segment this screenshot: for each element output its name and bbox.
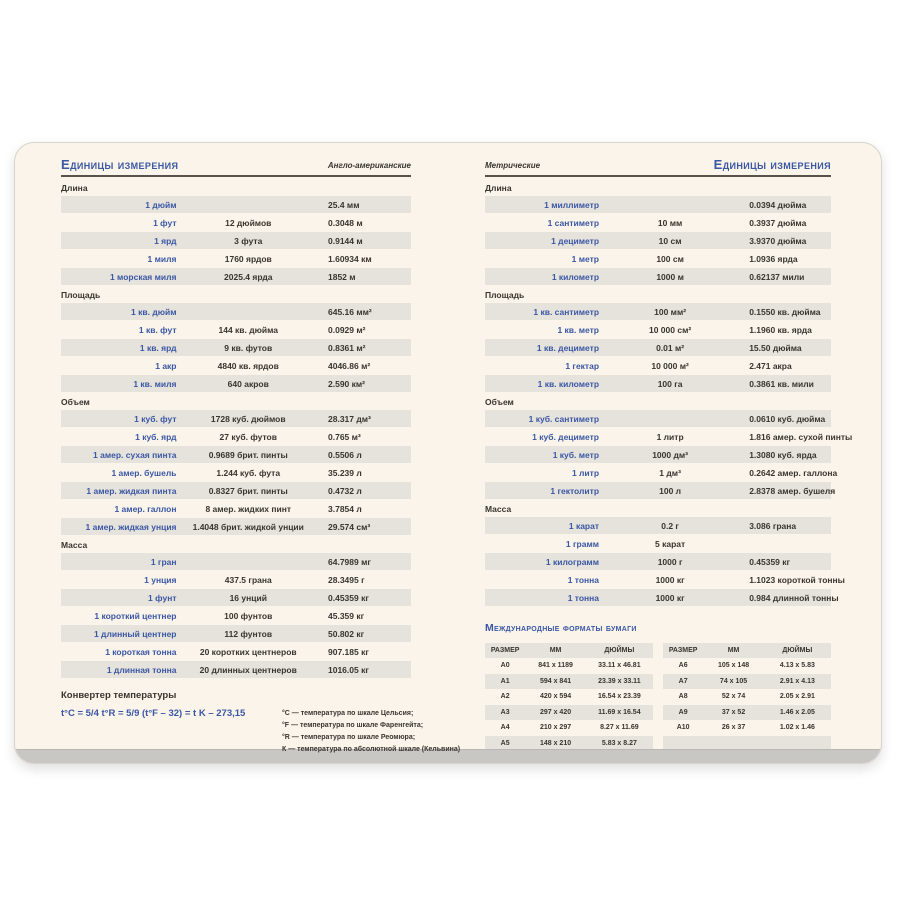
unit-value: 45.359 кг [328, 610, 365, 621]
unit-name: 1 сантиметр [547, 217, 600, 228]
unit-name: 1 кв. миля [133, 378, 177, 389]
left-unit-tables [61, 183, 411, 678]
units-section [61, 290, 411, 392]
paper-formats-header-row [485, 643, 653, 658]
unit-value: 0.5506 л [328, 449, 362, 460]
unit-name: 1 кв. километр [537, 378, 600, 389]
section-title: Площадь [61, 290, 101, 300]
units-section [61, 183, 411, 285]
format-inches: 4.13 x 5.83 [779, 662, 815, 670]
header-rule [485, 175, 831, 177]
unit-value: 1.3080 куб. ярда [749, 449, 817, 460]
format-size: A9 [678, 708, 688, 716]
section-title: Площадь [485, 290, 525, 300]
format-size: A6 [678, 662, 688, 670]
units-section [485, 504, 845, 606]
unit-value: 0.0929 м² [328, 324, 366, 335]
unit-equivalent: 100 мм² [654, 306, 687, 317]
table-row [485, 232, 831, 249]
table-row [61, 375, 411, 392]
table-row [61, 500, 411, 517]
table-row [485, 321, 831, 338]
paper-formats-header-row [663, 643, 831, 658]
table-row [61, 446, 411, 463]
section-title: Длина [61, 183, 88, 193]
unit-name: 1 гран [150, 556, 177, 567]
unit-equivalent: 1.4048 брит. жидкой унции [192, 521, 304, 532]
paper-format-row [663, 721, 831, 736]
format-inches: 2.91 x 4.13 [779, 677, 815, 685]
unit-name: 1 акр [155, 360, 177, 371]
unit-value: 35.239 л [328, 467, 362, 478]
table-row [61, 518, 411, 535]
unit-equivalent: 1000 кг [655, 574, 685, 585]
table-row [485, 268, 831, 285]
unit-name: 1 ярд [154, 235, 177, 246]
unit-value: 28.317 дм³ [328, 413, 371, 424]
unit-value: 0.45359 кг [328, 592, 369, 603]
section-title: Масса [61, 540, 88, 550]
unit-name: 1 метр [571, 253, 600, 264]
table-row [485, 571, 845, 588]
paper-format-row [663, 705, 831, 720]
page-title: Единицы измерения [713, 157, 831, 172]
format-size: A4 [500, 724, 510, 732]
unit-equivalent: 20 длинных центнеров [199, 664, 297, 675]
format-mm: 594 x 841 [539, 677, 572, 685]
unit-name: 1 гектар [565, 360, 600, 371]
format-size: A7 [678, 677, 688, 685]
unit-equivalent: 100 л [659, 485, 682, 496]
left-page [15, 143, 461, 753]
table-row [485, 589, 839, 606]
unit-equivalent: 3 фута [234, 235, 263, 246]
unit-value: 0.45359 кг [749, 556, 791, 567]
format-inches: 11.69 x 16.54 [598, 708, 641, 716]
unit-equivalent: 9 кв. футов [224, 342, 273, 353]
unit-equivalent: 1760 ярдов [224, 253, 272, 264]
unit-name: 1 амер. жидкая унция [85, 521, 177, 532]
unit-equivalent: 2025.4 ярда [224, 271, 273, 282]
format-size: A5 [500, 739, 510, 747]
units-section [485, 397, 853, 499]
spread-pages [15, 143, 881, 753]
unit-value: 907.185 кг [328, 646, 369, 657]
units-section [485, 290, 831, 392]
table-row [485, 517, 831, 534]
unit-value: 1.1960 кв. ярда [749, 324, 812, 335]
unit-equivalent: 4840 кв. ярдов [217, 360, 279, 371]
temperature-title: Конвертер температуры [61, 690, 177, 701]
right-page-header [485, 158, 831, 171]
unit-value: 0.0610 куб. дюйма [749, 413, 826, 424]
unit-value: 0.4732 л [328, 485, 362, 496]
unit-value: 3.7854 л [328, 503, 362, 514]
temperature-note: °C — температура по шкале Цельсия; [282, 710, 414, 717]
table-row [61, 268, 411, 285]
format-mm: 420 x 594 [539, 693, 572, 701]
unit-name: 1 амер. сухая пинта [93, 449, 177, 460]
temperature-note: °F — температура по шкале Фаренгейта; [282, 721, 424, 729]
unit-value: 0.8361 м² [328, 342, 366, 353]
table-row [61, 464, 411, 481]
table-row [485, 446, 831, 463]
table-row [485, 464, 838, 481]
paper-formats-header: ДЮЙМЫ [604, 646, 635, 654]
unit-value: 0.1550 кв. дюйма [749, 306, 821, 317]
unit-equivalent: 100 фунтов [224, 610, 273, 621]
table-row [61, 571, 411, 588]
temperature-note: °R — температура по шкале Реомюра; [282, 733, 416, 741]
unit-equivalent: 1 дм³ [659, 467, 681, 478]
table-row [61, 321, 411, 338]
unit-name: 1 фунт [148, 592, 177, 603]
temperature-formula: t°C = 5/4 t°R = 5/9 (t°F – 32) = t K – 273,15 [61, 708, 246, 719]
unit-name: 1 амер. галлон [114, 503, 177, 514]
paper-format-row [663, 674, 831, 689]
units-section [61, 397, 411, 535]
unit-name: 1 миля [147, 253, 177, 264]
unit-equivalent: 10 мм [657, 217, 683, 228]
unit-value: 50.802 кг [328, 628, 365, 639]
temperature-body [61, 708, 475, 756]
unit-value: 1016.05 кг [328, 664, 369, 675]
unit-name: 1 куб. ярд [135, 431, 177, 442]
unit-value: 2.590 км² [328, 378, 366, 389]
format-inches: 33.11 x 46.81 [598, 662, 641, 670]
header-rule [61, 175, 411, 177]
table-row [61, 589, 411, 606]
format-mm: 74 x 105 [719, 677, 748, 685]
format-mm: 26 x 37 [721, 724, 746, 732]
table-row [61, 661, 411, 678]
format-mm: 297 x 420 [539, 708, 572, 716]
unit-value: 3.086 грана [749, 520, 797, 531]
table-row [485, 303, 831, 320]
unit-value: 0.2642 амер. галлона [749, 467, 838, 478]
table-row [485, 250, 831, 267]
unit-equivalent: 0.8327 брит. пинты [208, 485, 288, 496]
unit-equivalent: 10 см [658, 235, 682, 246]
unit-value: 0.62137 мили [749, 271, 805, 282]
unit-value: 4046.86 м² [328, 360, 371, 371]
table-row [61, 214, 411, 231]
paper-formats-header: ДЮЙМЫ [782, 646, 813, 654]
unit-value: 3.9370 дюйма [749, 235, 807, 246]
left-page-content [61, 158, 411, 678]
section-title: Объем [485, 397, 514, 407]
unit-name: 1 короткий центнер [94, 610, 177, 621]
unit-name: 1 фут [153, 217, 177, 228]
unit-name: 1 карат [568, 520, 600, 531]
unit-name: 1 километр [551, 271, 600, 282]
unit-value: 64.7989 мг [328, 556, 371, 567]
unit-equivalent: 1000 м [656, 271, 684, 282]
unit-value: 1.816 амер. сухой пинты [749, 431, 853, 442]
unit-name: 1 амер. жидкая пинта [86, 485, 177, 496]
format-mm: 105 x 148 [717, 662, 750, 670]
unit-name: 1 кв. ярд [139, 342, 177, 353]
unit-name: 1 тонна [567, 592, 600, 603]
unit-equivalent: 100 га [657, 378, 683, 389]
unit-name: 1 кв. метр [557, 324, 600, 335]
unit-equivalent: 640 акров [227, 378, 269, 389]
table-row [485, 428, 853, 445]
unit-equivalent: 27 куб. футов [219, 431, 277, 442]
units-section [61, 540, 411, 678]
format-size: A1 [500, 677, 510, 685]
unit-equivalent: 144 кв. дюйма [218, 324, 279, 335]
unit-name: 1 унция [144, 574, 177, 585]
table-row [61, 357, 411, 374]
unit-equivalent: 0.9689 брит. пинты [208, 449, 288, 460]
unit-name: 1 миллиметр [544, 199, 600, 210]
format-mm: 841 x 1189 [538, 662, 573, 670]
unit-name: 1 амер. бушель [111, 467, 177, 478]
format-inches: 23.39 x 33.11 [598, 677, 641, 685]
page-title: Единицы измерения [61, 157, 179, 172]
unit-equivalent: 112 фунтов [224, 628, 273, 639]
unit-value: 0.3937 дюйма [749, 217, 807, 228]
paper-format-row [485, 659, 653, 674]
table-row [485, 410, 831, 427]
table-row [485, 553, 831, 570]
table-row [61, 339, 411, 356]
paper-format-row [485, 721, 653, 736]
unit-name: 1 короткая тонна [105, 646, 177, 657]
unit-value: 15.50 дюйма [749, 342, 802, 353]
table-row [485, 535, 831, 552]
unit-equivalent: 10 000 см² [648, 324, 692, 335]
table-row [485, 375, 831, 392]
table-row [61, 232, 411, 249]
paper-formats-title: Международные форматы бумаги [485, 622, 637, 634]
unit-name: 1 кв. дециметр [536, 342, 600, 353]
unit-name: 1 морская миля [109, 271, 177, 282]
unit-equivalent: 1000 кг [655, 592, 685, 603]
unit-equivalent: 5 карат [655, 538, 686, 549]
paper-format-row [485, 674, 653, 689]
unit-value: 2.8378 амер. бушеля [749, 485, 836, 496]
unit-name: 1 литр [571, 467, 600, 478]
unit-name: 1 длинный центнер [93, 628, 177, 639]
paper-formats-table-b [663, 643, 831, 752]
format-size: A0 [500, 662, 510, 670]
format-inches: 8.27 x 11.69 [600, 724, 639, 732]
unit-equivalent: 1.244 куб. фута [216, 467, 281, 478]
table-row [61, 410, 411, 427]
paper-formats-table-a [485, 643, 653, 752]
unit-equivalent: 100 см [656, 253, 684, 264]
unit-equivalent: 20 коротких центнеров [199, 646, 297, 657]
unit-equivalent: 12 дюймов [225, 217, 272, 228]
right-unit-tables [485, 183, 853, 606]
unit-equivalent: 1 литр [656, 431, 684, 442]
unit-equivalent: 8 амер. жидких пинт [205, 503, 292, 514]
unit-name: 1 длинная тонна [106, 664, 177, 675]
unit-name: 1 кв. сантиметр [533, 306, 600, 317]
unit-equivalent: 1000 г [657, 556, 683, 567]
unit-name: 1 кв. фут [138, 324, 177, 335]
table-row [61, 553, 411, 570]
unit-value: 0.3048 м [328, 217, 363, 228]
table-row [61, 428, 411, 445]
temperature-converter [61, 690, 475, 756]
right-page [448, 143, 881, 750]
left-page-header [61, 158, 411, 171]
table-row [61, 303, 411, 320]
unit-equivalent: 437.5 грана [224, 574, 272, 585]
paper-formats-header: ММ [549, 646, 562, 654]
unit-name: 1 куб. фут [134, 413, 177, 424]
unit-name: 1 кв. дюйм [131, 306, 177, 317]
paper-formats-header: РАЗМЕР [668, 646, 698, 654]
unit-value: 1852 м [328, 271, 356, 282]
unit-value: 2.471 акра [749, 360, 792, 371]
unit-value: 0.984 длинной тонны [749, 592, 839, 603]
paper-format-row [663, 659, 831, 674]
unit-equivalent: 1728 куб. дюймов [210, 413, 286, 424]
format-size: A2 [500, 693, 510, 701]
unit-value: 0.0394 дюйма [749, 199, 807, 210]
unit-value: 645.16 мм² [328, 306, 372, 317]
page-subtitle: Метрические [485, 161, 541, 171]
table-row [61, 643, 411, 660]
unit-name: 1 тонна [567, 574, 600, 585]
unit-name: 1 куб. дециметр [532, 431, 600, 442]
units-section [485, 183, 831, 285]
table-row [485, 214, 831, 231]
unit-equivalent: 0.2 г [661, 520, 679, 531]
table-row [485, 357, 831, 374]
unit-value: 1.60934 км [328, 253, 372, 264]
format-inches: 1.02 x 1.46 [779, 724, 815, 732]
unit-value: 1.1023 короткой тонны [749, 574, 845, 585]
section-title: Масса [485, 504, 512, 514]
unit-equivalent: 0.01 м² [656, 342, 685, 353]
table-row [485, 339, 831, 356]
notebook-spread [14, 142, 882, 764]
table-row [61, 196, 411, 213]
unit-name: 1 килограмм [545, 556, 600, 567]
unit-value: 0.3861 кв. мили [749, 378, 814, 389]
format-mm: 37 x 52 [721, 708, 746, 716]
paper-format-row [663, 690, 831, 705]
unit-name: 1 дециметр [551, 235, 600, 246]
format-mm: 210 x 297 [539, 724, 572, 732]
unit-value: 28.3495 г [328, 574, 365, 585]
right-page-content [485, 157, 853, 752]
unit-name: 1 куб. метр [552, 449, 600, 460]
unit-name: 1 гектолитр [550, 485, 600, 496]
unit-value: 25.4 мм [328, 199, 360, 210]
section-title: Объем [61, 397, 90, 407]
format-inches: 16.54 x 23.39 [597, 693, 641, 701]
temperature-note: К — температура по абсолютной шкале (Кельвина) [282, 745, 461, 753]
table-row [61, 625, 411, 642]
format-size: A10 [676, 724, 690, 732]
table-row [485, 196, 831, 213]
unit-name: 1 грамм [565, 538, 600, 549]
paper-format-row [485, 705, 653, 720]
format-mm: 148 x 210 [539, 739, 572, 747]
format-inches: 2.05 x 2.91 [779, 693, 815, 701]
unit-name: 1 куб. сантиметр [528, 413, 600, 424]
unit-equivalent: 16 унций [229, 592, 267, 603]
temperature-notes [282, 708, 460, 756]
format-inches: 5.83 x 8.27 [601, 739, 637, 747]
paper-formats-tables [485, 643, 831, 752]
format-size: A8 [678, 693, 688, 701]
paper-formats-header: РАЗМЕР [490, 646, 520, 654]
table-row [61, 607, 411, 624]
unit-value: 1.0936 ярда [749, 253, 798, 264]
page-subtitle: Англо-американские [327, 161, 411, 171]
table-row [485, 482, 836, 499]
paper-formats-header: ММ [727, 646, 740, 654]
unit-name: 1 дюйм [145, 199, 177, 210]
unit-value: 29.574 см³ [328, 521, 371, 532]
format-size: A3 [500, 708, 510, 716]
unit-value: 0.9144 м [328, 235, 363, 246]
table-row [61, 482, 411, 499]
section-title: Длина [485, 183, 512, 193]
table-row [61, 250, 411, 267]
format-inches: 1.46 x 2.05 [779, 708, 815, 716]
paper-format-row [485, 690, 653, 705]
format-mm: 52 x 74 [721, 693, 746, 701]
unit-equivalent: 1000 дм³ [652, 449, 688, 460]
unit-equivalent: 10 000 м² [651, 360, 689, 371]
unit-value: 0.765 м³ [328, 431, 361, 442]
